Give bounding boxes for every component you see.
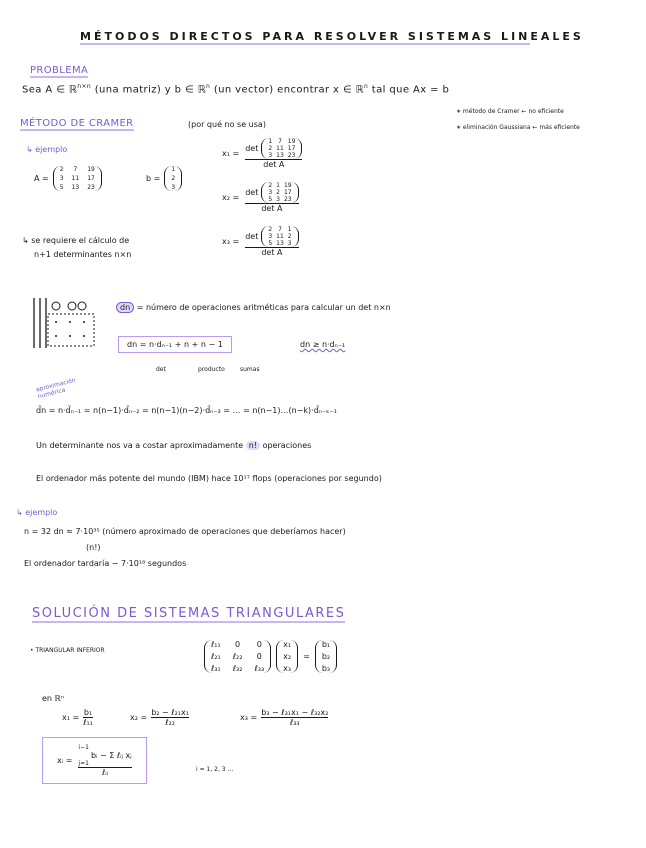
cramer-heading: MÉTODO DE CRAMER xyxy=(20,118,134,129)
dn-formula: dn = n·dₙ₋₁ + n + n − 1 xyxy=(118,336,232,353)
requires-line2: n+1 determinantes n×n xyxy=(34,250,132,259)
ibm-statement: El ordenador más potente del mundo (IBM) hace 10¹⁷ flops (operaciones por segundo) xyxy=(36,474,382,483)
matrix-A: A = 2 7 19 3 11 17 5 13 23 xyxy=(34,166,102,191)
requires-line1: ↳ se requiere el cálculo de xyxy=(22,236,130,245)
example2-label: ↳ ejemplo xyxy=(16,508,58,517)
cramer-x2: x₂ = det 2 1 19 3 2 17 5 3 23 det A xyxy=(222,182,299,213)
in-Rn: en ℝⁿ xyxy=(42,694,65,703)
triangular-heading: SOLUCIÓN DE SISTEMAS TRIANGULARES xyxy=(32,606,346,621)
dn-definition: dn = número de operaciones aritméticas para calcular un det n×n xyxy=(116,303,391,312)
cramer-x1: x₁ = det 1 7 19 2 11 17 3 13 23 det A xyxy=(222,138,302,169)
expansion-diagram xyxy=(28,296,96,352)
label-sumas: sumas xyxy=(240,366,260,373)
label-det: det xyxy=(156,366,166,373)
label-producto: producto xyxy=(198,366,225,373)
note-gauss: ∗ eliminación Gaussiana ← más eficiente xyxy=(456,124,580,131)
x3-formula: x₃ = $\frac{\text{b₃ − ℓ₃₁x₁ − ℓ₃₂x₂}}{\text{ℓ₃₃}}$ xyxy=(240,708,329,727)
x1-formula: x₁ = $\frac{\text{b₁}}{\text{ℓ₁₁}}$ xyxy=(62,708,93,727)
dn-inequality: dn ≥ n·dₙ₋₁ xyxy=(300,340,346,349)
page-title: MÉTODOS DIRECTOS PARA RESOLVER SISTEMAS LINEALES xyxy=(80,30,584,43)
cramer-x3: x₃ = det 2 7 1 3 11 2 5 13 3 det A xyxy=(222,226,299,257)
lower-triangular-system: ℓ₁₁ 0 0 ℓ₂₁ ℓ₂₂ 0 ℓ₃₁ ℓ₃₂ ℓ₃₃ x₁ x₂ x₃ = b₁ b₂ b₃ xyxy=(204,640,337,673)
xi-general-formula: xᵢ = i−1 j=1 bᵢ − Σ ℓᵢⱼ xⱼ ℓᵢᵢ xyxy=(42,737,147,784)
approx-label: aproximación numérica xyxy=(35,376,77,401)
x2-formula: x₂ = $\frac{\text{b₂ − ℓ₂₁x₁}}{\text{ℓ₂₂}}$ xyxy=(130,708,189,727)
example2-line2: El ordenador tardaría ∼ 7·10¹⁸ segundos xyxy=(24,559,187,568)
note-cramer: ∗ método de Cramer ← no eficiente xyxy=(456,108,564,115)
triangular-inferior: • TRIANGULAR INFERIOR xyxy=(30,647,105,654)
dn-chain: d̃n = n·d̃ₙ₋₁ = n(n−1)·d̃ₙ₋₂ = n(n−1)(n−2)·d̃ₙ₋₃ = … = n(n−1)…(n−k)·d̃ₙ₋ₖ₋₁ xyxy=(36,406,338,415)
vector-b: b = 1 2 3 xyxy=(146,166,182,191)
example2-line1: n = 32 dn ≈ 7·10³⁵ (número aproximado de operaciones que deberíamos hacer) xyxy=(24,527,346,536)
determinant-cost: Un determinante nos va a costar aproximadamente n! operaciones xyxy=(36,441,312,450)
problem-heading: PROBLEMA xyxy=(30,65,89,76)
i-range: i = 1, 2, 3 … xyxy=(196,766,234,773)
example-label: ↳ ejemplo xyxy=(26,145,68,154)
cramer-why: (por qué no se usa) xyxy=(188,120,266,129)
example2-nfact: (n!) xyxy=(86,543,101,552)
problem-statement: Sea A ∈ ℝ$^{n\times n}$ (una matriz) y b ∈ ℝ$^n$ (un vector) encontrar x ∈ ℝ$^n$ tal que Ax = b xyxy=(22,83,450,96)
